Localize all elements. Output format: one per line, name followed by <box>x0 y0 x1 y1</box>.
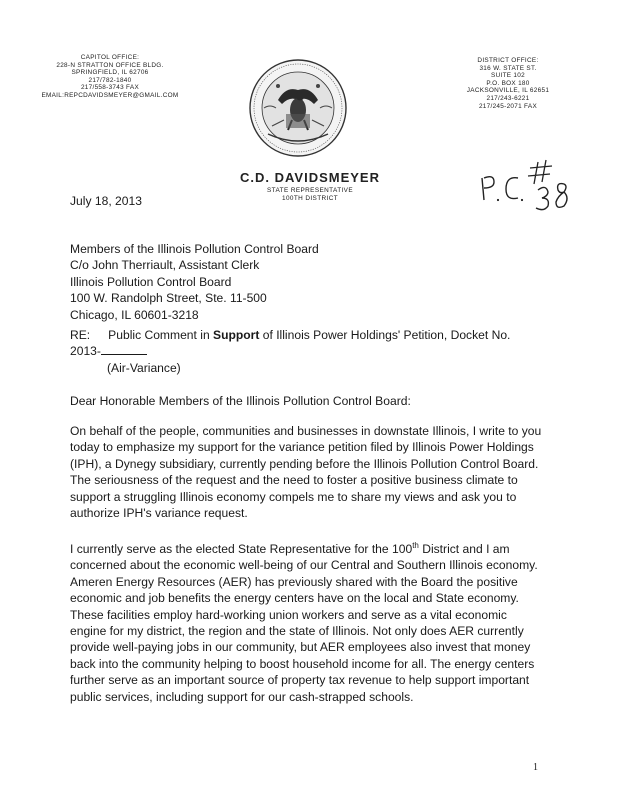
recipient-line: Members of the Illinois Pollution Control Board <box>70 242 319 256</box>
rep-district-line: 100TH DISTRICT <box>281 195 339 202</box>
re-text-start: Public Comment in <box>108 328 214 342</box>
recipient-line: Illinois Pollution Control Board <box>70 274 232 289</box>
district-office-line: 217/243-6221 <box>486 94 530 102</box>
representative-title <box>215 187 405 203</box>
district-office-line: JACKSONVILLE, IL 62651 <box>466 87 550 95</box>
body-paragraph-2 <box>70 538 560 705</box>
district-office-line: DISTRICT OFFICE: <box>477 57 539 64</box>
district-office-line: P.O. BOX 180 <box>486 79 530 87</box>
letter-date: July 18, 2013 <box>70 194 142 208</box>
recipient-line: Chicago, IL 60601-3218 <box>70 307 199 322</box>
handwritten-pc-38-stamp <box>478 156 574 214</box>
salutation: Dear Honorable Members of the Illinois Pollution Control Board: <box>70 394 411 408</box>
capitol-office-line: 217/558-3743 FAX <box>80 84 140 92</box>
capitol-office-line: 217/782-1840 <box>88 76 132 84</box>
body-paragraph-1: On behalf of the people, communities and businesses in downstate Illinois, I write to you today to emphasize my support for the variance petition filed by Illinois Power Holdings (IPH), a Dynegy subsidiary, currently pending before the Illinois Pollution Control Board. The seriousness of the request and the need to foster a positive business climate to support a struggling Illinois economy compels me to share my views and ask you to authorize IPH's variance request. <box>70 424 542 521</box>
representative-name: C.D. DAVIDSMEYER <box>240 170 380 185</box>
paragraph-2-start: I currently serve as the elected State Representative for the 100 <box>70 542 413 557</box>
capitol-office-line: CAPITOL OFFICE: <box>80 54 140 61</box>
illinois-state-seal-icon <box>248 56 348 160</box>
re-support-bold: Support <box>213 328 260 342</box>
re-label: RE: <box>70 328 91 342</box>
capitol-office-email: EMAIL:REPCDAVIDSMEYER@GMAIL.COM <box>41 91 179 99</box>
capitol-office-line: 228-N STRATTON OFFICE BLDG. <box>56 61 164 69</box>
page-number: 1 <box>533 762 538 773</box>
recipient-line: 100 W. Randolph Street, Ste. 11-500 <box>70 291 267 306</box>
district-office-line: 217/245-2071 FAX <box>478 102 538 110</box>
district-office-line: SUITE 102 <box>491 72 525 80</box>
district-office-address <box>448 57 568 110</box>
district-office-line: 316 W. STATE ST. <box>479 64 537 72</box>
rep-title-line: STATE REPRESENTATIVE <box>267 187 353 194</box>
capitol-office-address <box>30 54 190 100</box>
recipient-address <box>70 241 319 323</box>
recipient-line: C/o John Therriault, Assistant Clerk <box>70 258 260 273</box>
re-text-end: of Illinois Power Holdings' Petition, Docket No. <box>259 328 511 342</box>
docket-blank-line <box>101 343 147 355</box>
re-docket-type: (Air-Variance) <box>107 360 181 375</box>
re-docket-number: 2013- <box>70 344 101 359</box>
paragraph-2-rest: District and I am concerned about the economic well-being of our Central and Southern Illinois economy. Ameren Energy Resources (AER) has previously shared with the Board the positive economic and job benefits the energy centers have on the local and State economy. These facilities employ hard-working union workers and serve as a vital economic engine for my district, the region and the state of Illinois. Not only does AER currently provide well-paying jobs in our community, but AER employees also invest that money back into the community helping to boost household income for all. The energy centers further serve as an important source of property tax revenue to help support important public services, including support for our cash-strapped schools. <box>70 542 538 704</box>
subject-line <box>70 327 570 376</box>
capitol-office-line: SPRINGFIELD, IL 62706 <box>71 69 149 77</box>
ordinal-suffix: th <box>412 541 419 550</box>
